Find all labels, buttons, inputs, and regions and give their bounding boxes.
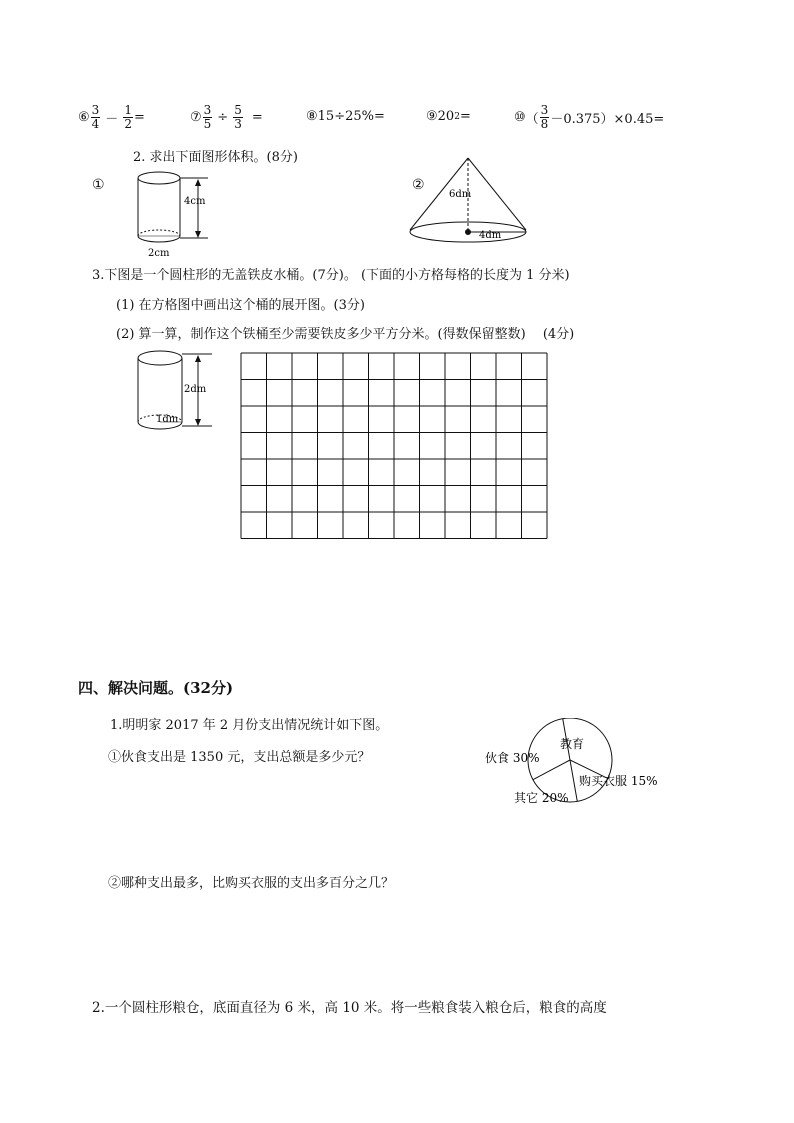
cylinder-bottom-back xyxy=(138,230,180,236)
p1-q2: ②哪种支出最多，比购买衣服的支出多百分之几？ xyxy=(108,876,395,891)
operator: － xyxy=(105,112,119,127)
denominator: 3 xyxy=(234,117,242,131)
q9-exponent: 2 xyxy=(454,111,460,122)
operator: ÷ xyxy=(217,110,229,125)
q9-base: ⑨20 xyxy=(426,109,455,124)
q10-label: ⑩ xyxy=(514,110,526,125)
bucket-base-label: 1dm xyxy=(156,414,179,425)
q8-text: ⑧15÷25%= xyxy=(306,109,385,124)
arrow-head xyxy=(195,419,201,426)
p2-text: 2.一个圆柱形粮仓，底面直径为 6 米，高 10 米。将一些粮食装入粮仓后，粮食的高度 xyxy=(92,1000,607,1016)
numerator: 3 xyxy=(91,103,100,117)
denominator: 5 xyxy=(203,117,212,131)
cylinder-bottom-front xyxy=(138,236,180,242)
pie-label-other: 其它 20% xyxy=(514,791,569,805)
numerator: 3 xyxy=(540,103,549,117)
fig1-height-label: 4cm xyxy=(184,196,206,207)
pie-label-food: 伙食 30% xyxy=(485,751,540,765)
fig2-height-label: 6dm xyxy=(449,189,472,200)
numerator: 3 xyxy=(203,103,212,117)
bucket-sub2: (2) 算一算，制作这个铁桶至少需要铁皮多少平方分米。(得数保留整数) (4分) xyxy=(116,327,575,342)
fraction xyxy=(233,104,243,131)
denominator: 2 xyxy=(124,117,132,131)
pie-label-clothes: 购买衣服 15% xyxy=(579,774,658,788)
fig2-radius-label: 4dm xyxy=(479,230,502,241)
calc-q9 xyxy=(426,109,471,124)
fraction xyxy=(123,104,133,131)
fraction xyxy=(203,104,213,131)
fig2-label: ② xyxy=(412,177,425,193)
calc-q6 xyxy=(78,104,145,131)
fig1-base-label: 2cm xyxy=(148,248,170,259)
cylinder-figure-1 xyxy=(130,168,220,260)
numerator: 5 xyxy=(234,103,242,117)
arrow-head xyxy=(195,355,201,362)
bucket-height-label: 2dm xyxy=(184,384,207,395)
equals: = xyxy=(251,110,263,125)
fraction xyxy=(91,104,101,131)
pie-slice-boundary xyxy=(570,760,577,801)
calc-q7 xyxy=(190,104,263,131)
q7-label: ⑦ xyxy=(190,110,202,125)
equals: = xyxy=(459,109,471,124)
arrow-head xyxy=(195,179,201,186)
cone-side xyxy=(468,158,526,230)
volume-title: 2. 求出下面图形体积。(8分) xyxy=(133,150,298,165)
denominator: 4 xyxy=(91,117,100,131)
q10-rest: －0.375）×0.45= xyxy=(550,112,665,127)
bucket-title: 3.下图是一个圆柱形的无盖铁皮水桶。(7分)。 (下面的小方格每格的长度为 1 分米) xyxy=(92,268,570,283)
cone-figure xyxy=(405,152,530,248)
bucket-sub1: (1) 在方格图中画出这个桶的展开图。(3分) xyxy=(116,298,365,313)
square-grid xyxy=(240,352,550,542)
pie-chart xyxy=(480,718,680,818)
pie-label-education: 教育 xyxy=(560,737,585,751)
bucket-top xyxy=(138,351,182,365)
p1-q1: ①伙食支出是 1350 元，支出总额是多少元？ xyxy=(108,750,371,765)
fraction xyxy=(540,104,550,131)
q6-label: ⑥ xyxy=(78,110,90,125)
section4-heading: 四、解决问题。(32分) xyxy=(78,679,234,697)
paren: （ xyxy=(525,112,539,127)
bucket-cylinder xyxy=(130,344,230,434)
calc-q8 xyxy=(306,109,385,124)
fig1-label: ① xyxy=(92,177,105,193)
cylinder-top xyxy=(138,172,180,184)
p1-intro: 1.明明家 2017 年 2 月份支出情况统计如下图。 xyxy=(110,718,389,733)
grid-lines xyxy=(241,353,547,539)
arrow-head xyxy=(195,231,201,238)
calc-q10 xyxy=(514,104,664,131)
cone-center xyxy=(465,229,471,235)
denominator: 8 xyxy=(540,117,549,131)
numerator: 1 xyxy=(124,103,132,117)
equals: = xyxy=(133,110,145,125)
